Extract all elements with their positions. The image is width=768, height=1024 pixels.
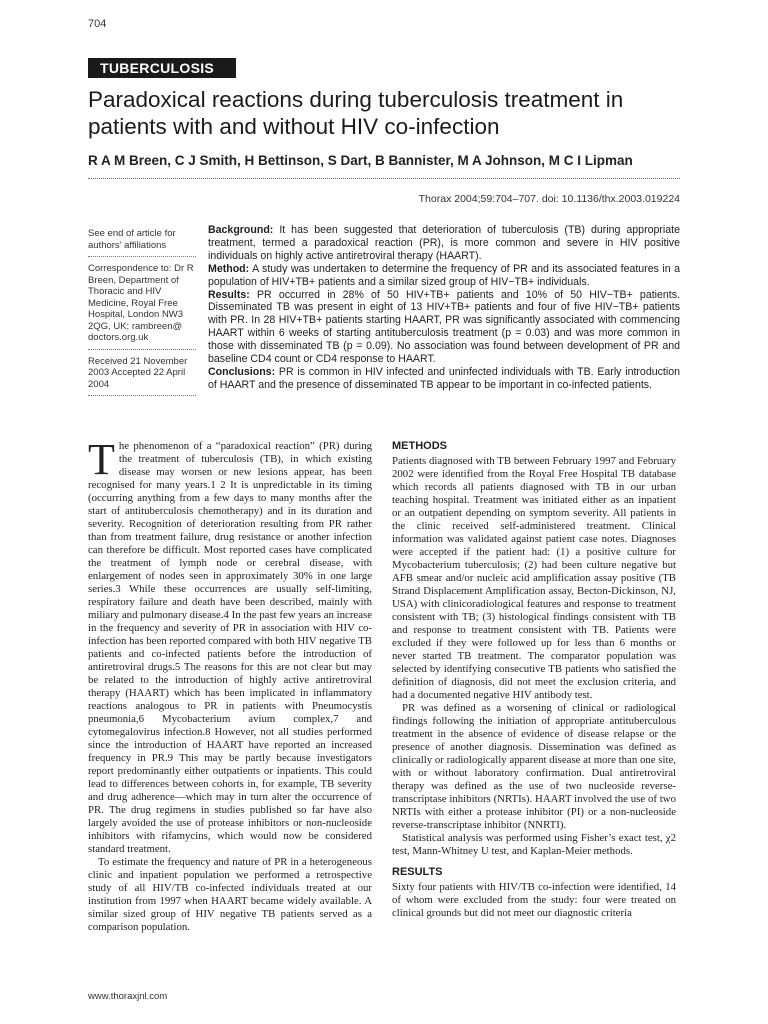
abstract-results-label: Results:: [208, 288, 250, 301]
methods-paragraph-3: Statistical analysis was performed using Fisher’s exact test, χ2 test, Mann-Whitney U test, and Kaplan-Meier methods.: [392, 832, 676, 857]
abstract-conclusions: [208, 366, 680, 392]
abstract-background-label: Background:: [208, 224, 274, 236]
abstract-results: [208, 289, 680, 366]
section-banner: TUBERCULOSIS: [88, 58, 236, 78]
methods-heading: METHODS: [392, 440, 447, 452]
abstract-method: [208, 263, 680, 289]
article-title: Paradoxical reactions during tuberculosis treatment in patients with and without HIV co-infection: [88, 87, 624, 139]
author-list: R A M Breen, C J Smith, H Bettinson, S Dart, B Bannister, M A Johnson, M C I Lipman: [88, 153, 633, 168]
intro-paragraph-text: he phenomenon of a “paradoxical reaction” (PR) during the treatment of tuberculosis (TB), in which existing disease may worsen or new lesions appear, has been recognised for many years.1 2 It is unpredictable in its timing (occurring anything from a few days to many months after the start of antituberculosis chemotherapy) and in its duration and severity. Recognition of deterioration resulting from PR rather than from treatment failure, drug resistance or another infection can therefore be difficult. Most reported cases have complicated the treatment of lymph node or cerebral disease, with enlargement of nodes seen in approximately 30% in one large series.3 While these occurrences are usually self-limiting, respiratory failure and death have been described, mainly with miliary and pulmonary disease.4 In the past few years an increase in the frequency and severity of PR in association with HIV co-infection has been reported compared with both HIV negative TB patients and co-infected patients before the introduction of antiretroviral drugs.5 The reasons for this are not clear but may be related to the introduction of highly active antiretroviral therapy (HAART) which has been implicated in inflammatory reactions analogous to PR in patients with Pneumocystis pneumonia,6 Mycobacterium avium complex,7 and cytomegalovirus infection.8 However, not all studies performed since the introduction of HAART have reported an increased frequency in PR.9 This may be partly because investigators report predominantly either outpatients or inpatients. This could lead to differences between cohorts in, for example, TB severity and drug adherence—which may in turn alter the occurrence of PR. The drug regimens in studies published so far have also largely avoided the use of protease inhibitors or non-nucleoside inhibitors with rifamycins, which would now be considered standard treatment.: [88, 440, 372, 855]
results-paragraph: Sixty four patients with HIV/TB co-infection were identified, 14 of whom were excluded from the study: four were treated on clinical grounds but did not meet our diagnostic criteria: [392, 881, 676, 919]
abstract-background-text: It has been suggested that deterioration of tuberculosis (TB) during appropriate treatment, termed a paradoxical reaction (PR), is more common and severe in HIV positive individuals on highly active antiretroviral therapy (HAART).: [208, 224, 680, 262]
sidebar-divider: [88, 395, 196, 396]
abstract-results-text: PR occurred in 28% of 50 HIV+TB+ patients and 10% of 50 HIV−TB+ patients. Disseminated TB was present in eight of 13 HIV+TB+ patients and four of five HIV−TB+ patients with PR. In 28 HIV+TB+ patients starting HAART, PR was significantly associated with commencing HAART within 6 weeks of starting antituberculosis treatment (p = 0.03) and was more common in those with disseminated TB (p = 0.09). No association was found between development of PR and baseline CD4 count or CD4 response to HAART.: [208, 288, 680, 366]
abstract-conclusions-label: Conclusions:: [208, 365, 276, 378]
header-divider: [88, 178, 680, 179]
article-sidebar: [88, 228, 196, 402]
citation-line: Thorax 2004;59:704–707. doi: 10.1136/thx.2003.019224: [418, 193, 680, 205]
received-dates: Received 21 November 2003 Accepted 22 April 2004: [88, 355, 188, 390]
abstract-conclusions-text: PR is common in HIV infected and uninfected individuals with TB. Early introduction of HAART and the presence of disseminated TB appear to be important in co-infected patients.: [208, 365, 680, 391]
abstract-method-text: A study was undertaken to determine the frequency of PR and its associated features in a population of HIV+TB+ patients and a similar sized group of HIV−TB+ individuals.: [208, 262, 680, 288]
body-column-right: [392, 440, 676, 920]
intro-paragraph-2: To estimate the frequency and nature of PR in a heterogeneous clinic and inpatient population we performed a retrospective study of all HIV/TB co-infected individuals treated at our institution from 1997 when HAART became widely available. A similar sized group of HIV negative TB patients served as a comparison population.: [88, 856, 372, 933]
drop-cap: T: [88, 435, 115, 484]
results-heading: RESULTS: [392, 866, 443, 878]
abstract-background: [208, 224, 680, 263]
sidebar-divider: [88, 256, 196, 257]
page-number: 704: [88, 18, 107, 30]
intro-paragraph: [88, 435, 372, 856]
affiliations-note: See end of article for authors’ affiliations: [88, 228, 176, 251]
footer-url: www.thoraxjnl.com: [88, 991, 168, 1002]
methods-paragraph: Patients diagnosed with TB between February 1997 and February 2002 were identified from the Royal Free Hospital TB database which records all patients diagnosed with TB in our urban teaching hospital. Treatment was initiated either as an inpatient or an outpatient depending on symptom severity. All patients in the clinic received self-administered treatment. Clinical information was validated against patient case notes. Diagnoses were accepted if the patient had: (1) a positive culture for Mycobacterium tuberculosis; (2) had been culture negative but AFB smear and/or nucleic acid amplification assay positive (TB Strand Displacement Amplification assay, Becton-Dickinson, NJ, USA) with clinicoradiological features and response to treatment consistent with TB; (3) histological findings consistent with TB and response to treatment consistent with TB. Patients were excluded if they were followed up for less than 6 months or never started TB treatment. The comparator population was selected by identifying consecutive TB patients who satisfied the definition of diagnosis, did not meet the exclusion criteria, and had a documented negative HIV antibody test.: [392, 455, 676, 701]
abstract-method-label: Method:: [208, 262, 250, 275]
body-column-left: [88, 435, 372, 934]
correspondence-info: Correspondence to: Dr R Breen, Department of Thoracic and HIV Medicine, Royal Free Hospital, London NW3 2QG, UK; rambreen@ doctors.org.uk: [88, 263, 194, 343]
sidebar-divider: [88, 349, 196, 350]
abstract: [208, 224, 680, 392]
methods-paragraph-2: PR was defined as a worsening of clinical or radiological findings following the initiation of appropriate antituberculous treatment in the absence of evidence of disease relapse or the presence of another diagnosis. Dissemination was defined as clinically or radiologically apparent disease at more than one site, with or without laboratory confirmation. Dual antiretroviral therapy was defined as the use of two nucleoside reverse-transcriptase inhibitors (NRTIs). HAART involved the use of two NRTIs with either a protease inhibitor (PI) or a non-nucleoside reverse-transcriptase inhibitor (NNRTI).: [392, 702, 676, 831]
